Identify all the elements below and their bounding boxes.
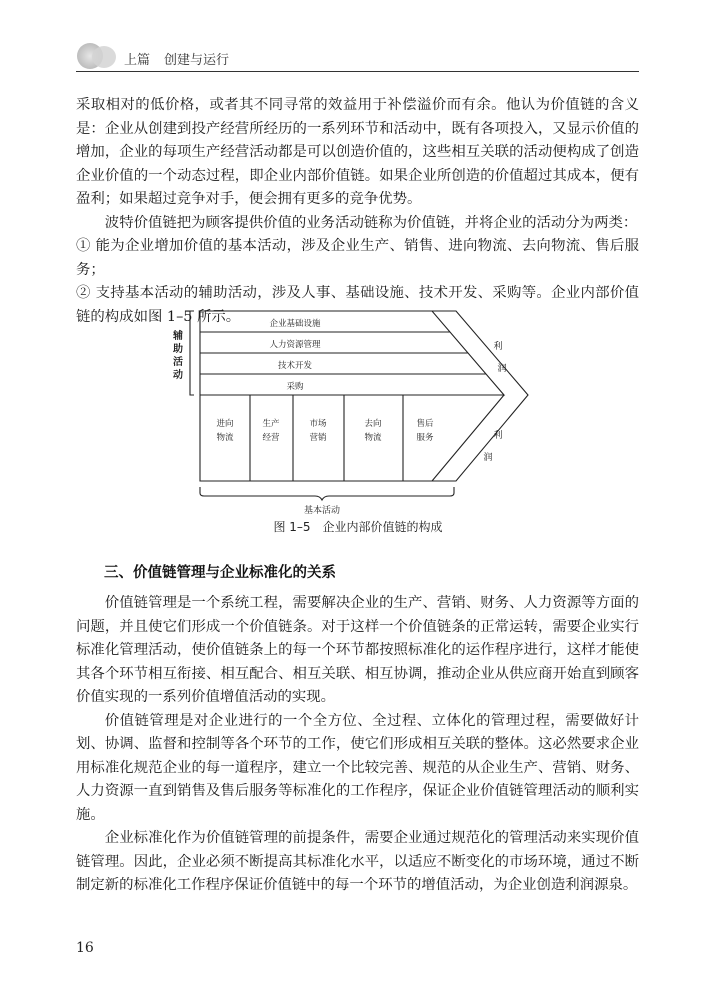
support-row-hrm: 人力资源管理 <box>269 340 321 350</box>
primary-service-line2: 服务 <box>416 433 434 443</box>
margin-lower-char: 润 <box>483 453 493 463</box>
list-item-primary: ① 能为企业增加价值的基本活动，涉及企业生产、销售、进向物流、去向物流、售后服务； <box>76 238 639 278</box>
header-ornament-icon <box>76 42 118 70</box>
header-part: 上篇 <box>124 53 151 68</box>
primary-inbound-line2: 物流 <box>216 433 234 443</box>
margin-lower-char: 利 <box>493 431 503 441</box>
support-label-char: 动 <box>173 370 183 381</box>
primary-outbound-line2: 物流 <box>364 433 382 443</box>
header-rule <box>76 71 639 72</box>
primary-inbound-line1: 进向 <box>216 419 234 429</box>
support-activities-label <box>172 329 183 381</box>
support-label-char: 助 <box>173 344 183 355</box>
bottom-body-text <box>76 592 639 898</box>
paragraph-comprehensive-management: 价值链管理是对企业进行的一个全方位、全过程、立体化的管理过程，需要做好计划、协调、监督和控制等各个环节的工作，使它们形成相互关联的整体。这必然要求企业用标准化规范企业的每一道程序，建立一个比较完善、规范的从企业生产、营销、财务、人力资源一直到销售及售后服务等标准化的工作程序，保证企业价值链管理活动的顺利实施。 <box>76 712 639 823</box>
primary-operations-line1: 生产 <box>262 419 280 429</box>
primary-service-line1: 售后 <box>416 419 434 429</box>
margin-upper-char: 润 <box>497 364 507 374</box>
running-header <box>76 38 639 72</box>
paragraph-system-engineering: 价值链管理是一个系统工程，需要解决企业的生产、营销、财务、人力资源等方面的问题，并且使它们形成一个价值链条。对于这样一个价值链条的正常运转，需要企业实行标准化管理活动，使价值链条上的每一个环节都按照标准化的运作程序进行，这样才能使其各个环节相互衔接、相互配合、相互关联、相互协调，推动企业从供应商开始直到顾客价值实现的一系列价值增值活动的实现。 <box>76 595 639 705</box>
support-row-technology: 技术开发 <box>277 361 313 371</box>
header-title <box>124 49 229 68</box>
primary-operations-line2: 经营 <box>262 433 280 443</box>
paragraph-porter: 波特价值链把为顾客提供价值的业务活动链称为价值链，并将企业的活动分为两类： <box>104 214 638 231</box>
support-row-procurement: 采购 <box>286 382 304 392</box>
paragraph-continuation: 采取相对的低价格，或者其不同寻常的效益用于补偿溢价而有余。他认为价值链的含义是：企业从创建到投产经营所经历的一系列环节和活动中，既有各项投入，又显示价值的增加，企业的每项生产经营活动都是可以创造价值的，这些相互关联的活动便构成了创造企业价值的一个动态过程，即企业内部价值链。如果企业所创造的价值超过其成本，便有盈利；如果超过竞争对手，便会拥有更多的竞争优势。 <box>76 97 639 207</box>
paragraph-standardization-premise: 企业标准化作为价值链管理的前提条件，需要企业通过规范化的管理活动来实现价值链管理。因此，企业必须不断提高其标准化水平，以适应不断变化的市场环境，通过不断制定新的标准化工作程序保证价值链中的每一个环节的增值活动，为企业创造利润源泉。 <box>76 830 639 893</box>
primary-activities-label: 基本活动 <box>303 506 341 516</box>
section-heading: 三、价值链管理与企业标准化的关系 <box>104 565 336 581</box>
list-item-support: ② 支持基本活动的辅助活动，涉及人事、基础设施、技术开发、采购等。企业内部价值链的构成如图 1–5 所示。 <box>76 285 639 325</box>
primary-marketing-line2: 营销 <box>309 433 327 443</box>
top-body-text <box>76 94 639 329</box>
support-row-infrastructure: 企业基础设施 <box>269 319 321 329</box>
support-label-char: 活 <box>173 357 183 368</box>
margin-upper-char: 利 <box>493 342 503 352</box>
primary-outbound-line1: 去向 <box>364 419 382 429</box>
page-number: 16 <box>76 940 94 956</box>
primary-marketing-line1: 市场 <box>309 419 327 429</box>
figure-caption: 图 1–5 企业内部价值链的构成 <box>273 520 443 534</box>
header-chapter-title: 创建与运行 <box>164 53 230 68</box>
support-label-char: 辅 <box>173 331 183 342</box>
value-chain-diagram <box>160 305 560 521</box>
